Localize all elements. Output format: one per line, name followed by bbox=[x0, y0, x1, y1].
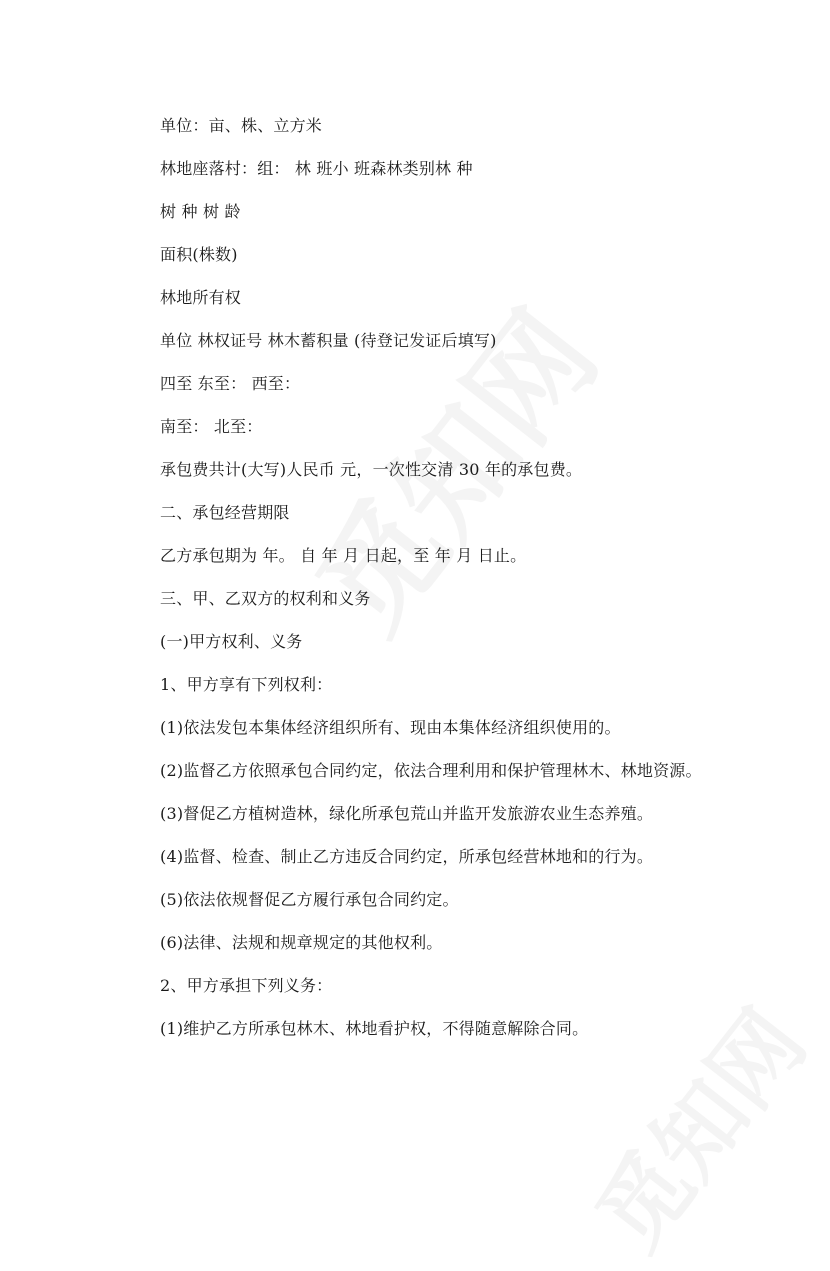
forest-location-line: 林地座落村：组： 林 班小 班森林类别林 种 bbox=[160, 159, 473, 178]
unit-line: 单位：亩、株、立方米 bbox=[160, 116, 323, 135]
subsection-heading-party-a: (一)甲方权利、义务 bbox=[160, 632, 303, 651]
list-item: (6)法律、法规和规章规定的其他权利。 bbox=[160, 933, 443, 952]
contract-fee-line: 承包费共计(大写)人民币 元，一次性交清 30 年的承包费。 bbox=[160, 460, 583, 479]
tree-species-age-line: 树 种 树 龄 bbox=[160, 202, 241, 221]
section-heading-rights: 三、甲、乙双方的权利和义务 bbox=[160, 589, 371, 608]
certificate-line: 单位 林权证号 林木蓄积量 (待登记发证后填写) bbox=[160, 331, 497, 350]
party-a-obligations-heading: 2、甲方承担下列义务： bbox=[160, 976, 333, 995]
list-item: (5)依法依规督促乙方履行承包合同约定。 bbox=[160, 890, 459, 909]
list-item: (3)督促乙方植树造林，绿化所承包荒山并监开发旅游农业生态养殖。 bbox=[160, 804, 654, 823]
section-heading-term: 二、承包经营期限 bbox=[160, 503, 290, 522]
list-item: (2)监督乙方依照承包合同约定，依法合理利用和保护管理林木、林地资源。 bbox=[160, 761, 702, 780]
ownership-line: 林地所有权 bbox=[160, 288, 242, 307]
contract-term-line: 乙方承包期为 年。 自 年 月 日起，至 年 月 日止。 bbox=[160, 546, 527, 565]
area-line: 面积(株数) bbox=[160, 245, 238, 264]
boundary-east-west-line: 四至 东至： 西至： bbox=[160, 374, 301, 393]
list-item: (1)维护乙方所承包林木、林地看护权，不得随意解除合同。 bbox=[160, 1019, 589, 1038]
party-a-rights-heading: 1、甲方享有下列权利： bbox=[160, 675, 333, 694]
list-item: (1)依法发包本集体经济组织所有、现由本集体经济组织使用的。 bbox=[160, 718, 621, 737]
list-item: (4)监督、检查、制止乙方违反合同约定，所承包经营林地和的行为。 bbox=[160, 847, 654, 866]
document-body bbox=[160, 104, 780, 1050]
boundary-south-north-line: 南至： 北至： bbox=[160, 417, 263, 436]
